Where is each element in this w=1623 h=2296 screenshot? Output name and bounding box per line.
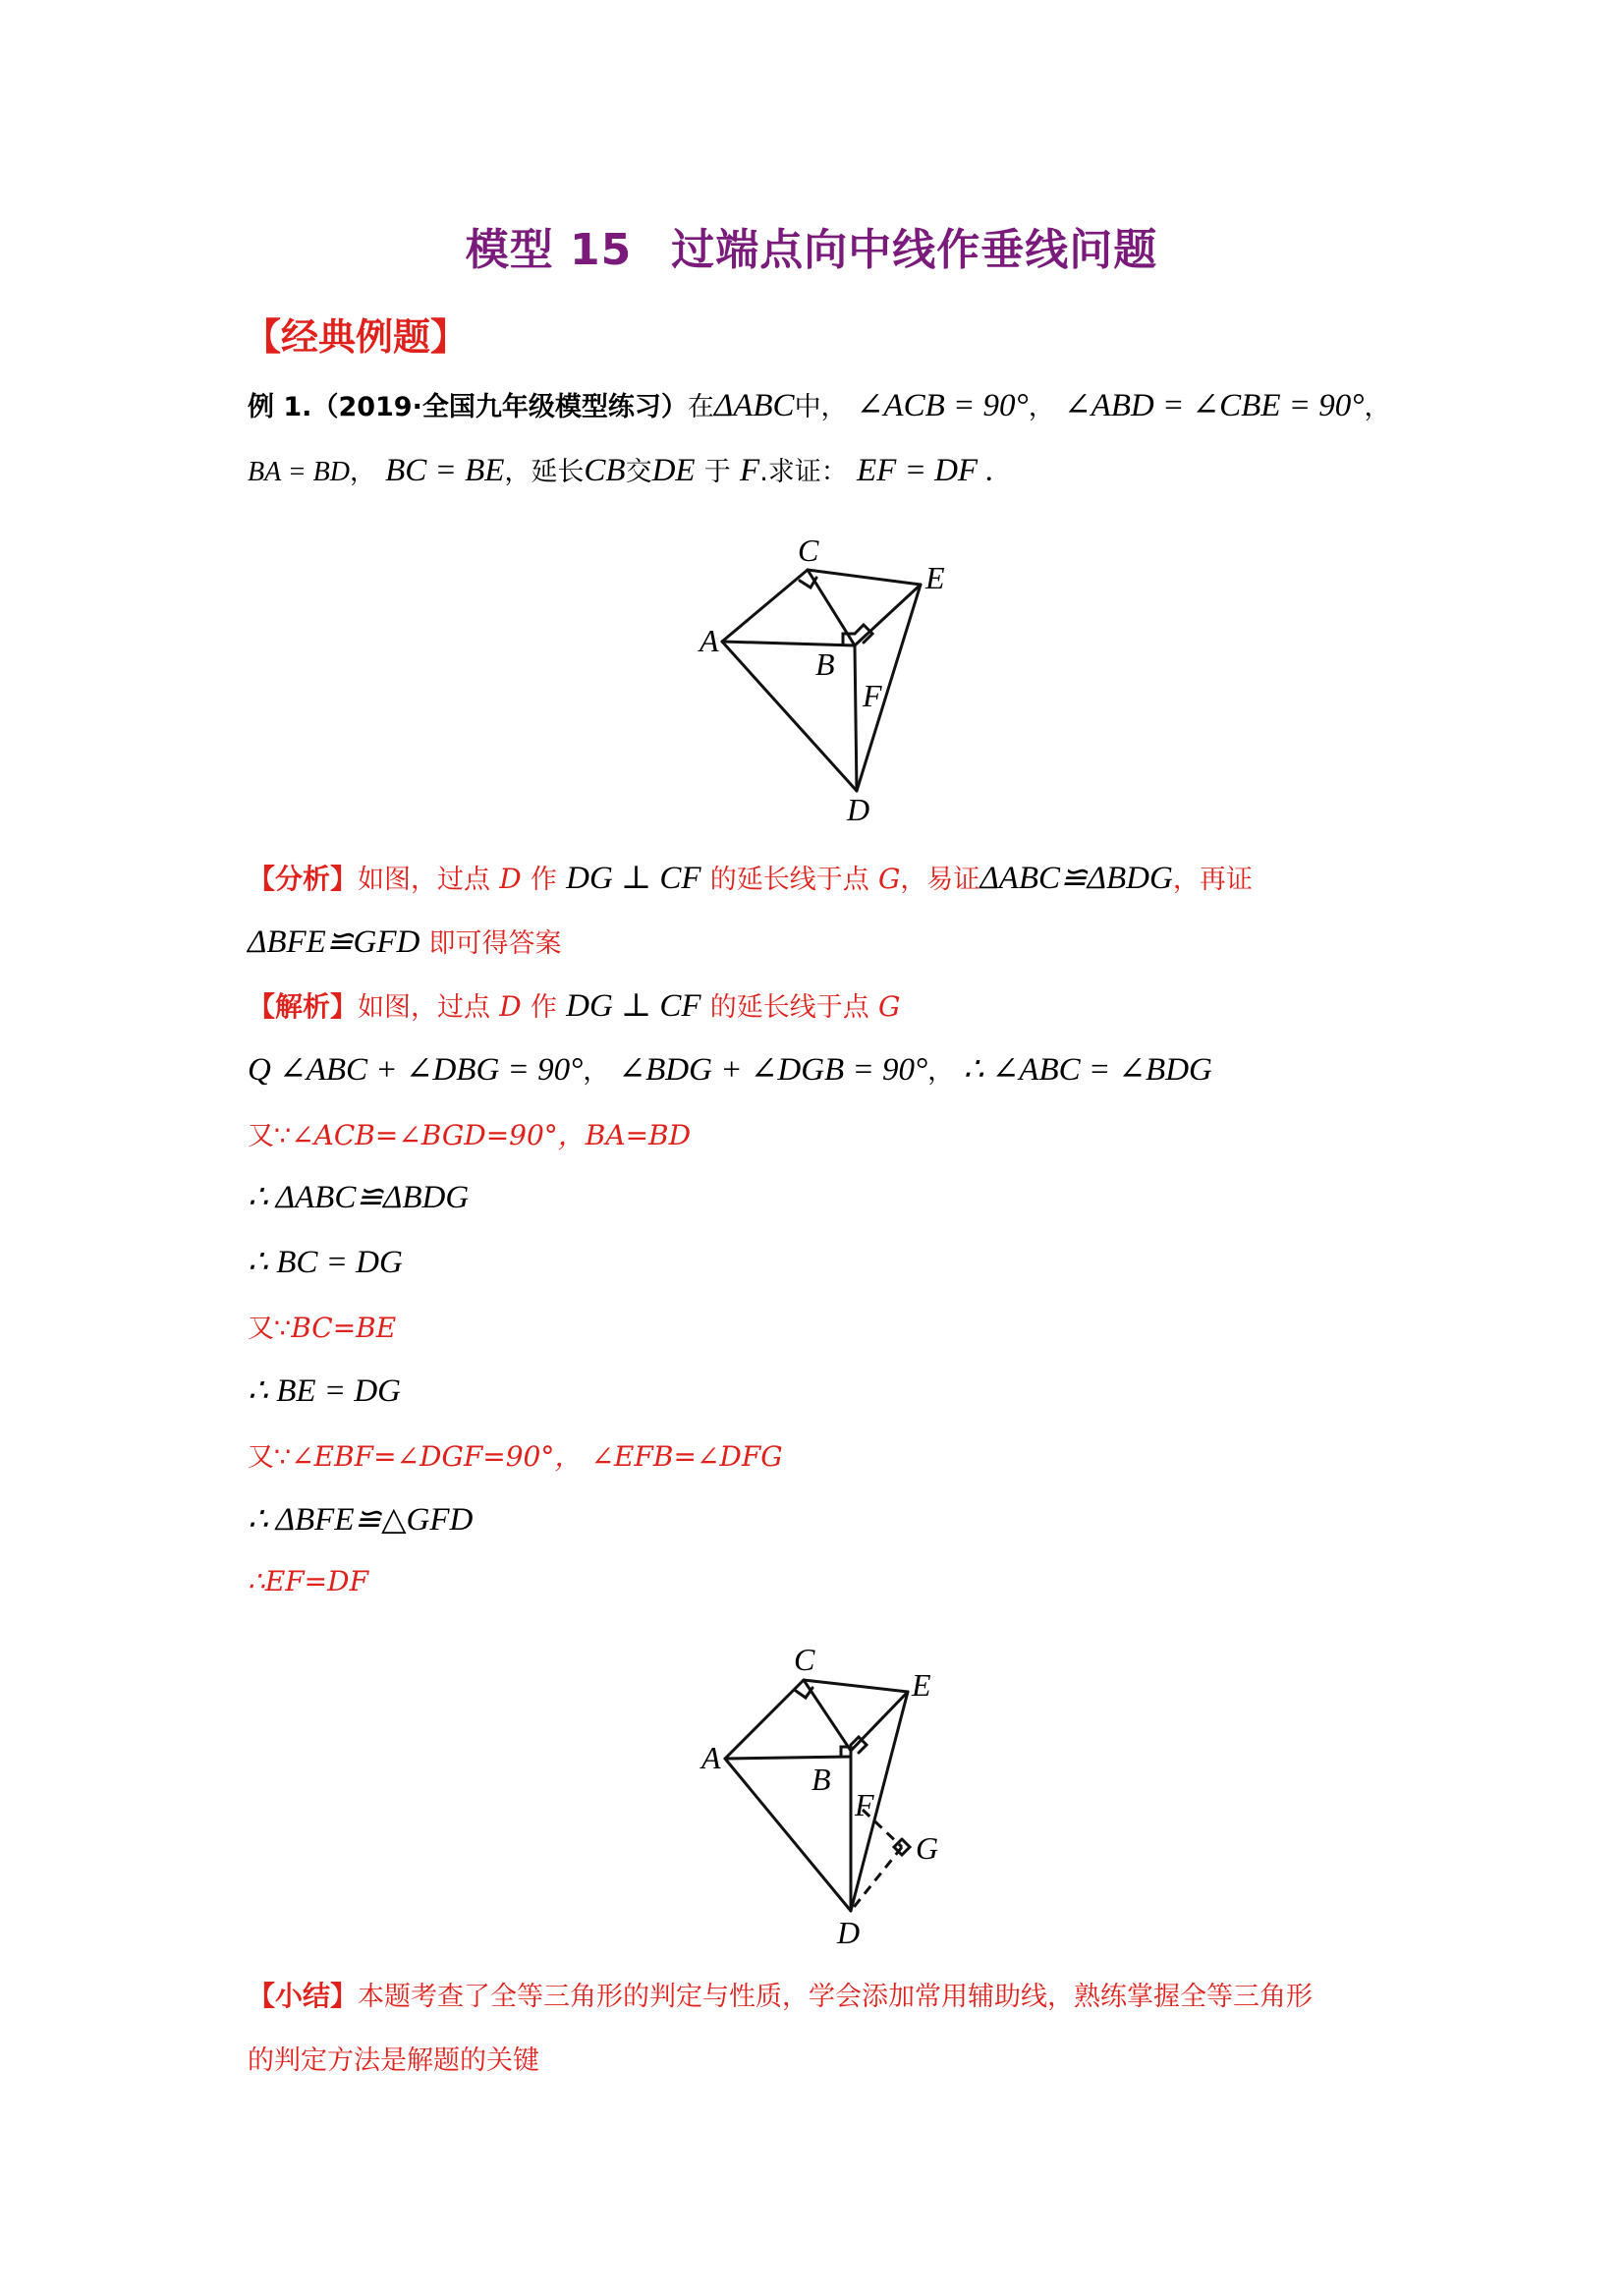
solution-line-1: 【解析】如图，过点 D 作 DG ⊥ CF 的延长线于点 G — [248, 988, 901, 1024]
example-line-1: 例 1.（2019·全国九年级模型练习）在ΔABC中， ∠ACB = 90°， ∠ABD = ∠CBE = 90°， — [248, 388, 1391, 423]
fig2-label-e: E — [912, 1667, 931, 1703]
solution-step-5: 又∵BC=BE — [248, 1312, 397, 1344]
page-title — [0, 214, 1623, 277]
analysis-line-2: ΔBFE≌GFD 即可得答案 — [248, 924, 562, 960]
example-line-2: BA = BD， BC = BE，延长CB交DE 于 F.求证： EF = DF . — [248, 453, 994, 488]
fig1-label-f: F — [863, 678, 882, 713]
title-model-number: 模型 15 — [465, 225, 633, 275]
fig2-label-a: A — [701, 1740, 721, 1775]
summary-line-1: 【小结】本题考查了全等三角形的判定与性质，学会添加常用辅助线，熟练掌握全等三角形 — [248, 1980, 1314, 2012]
summary-line-2: 的判定方法是解题的关键 — [248, 2045, 539, 2076]
section-header: 【经典例题】 — [244, 315, 469, 359]
analysis-label: 【分析】 — [248, 863, 359, 895]
fig2-label-b: B — [812, 1762, 831, 1797]
summary-label: 【小结】 — [248, 1980, 359, 2012]
fig1-label-b: B — [815, 646, 835, 682]
analysis-line-1: 【分析】如图，过点 D 作 DG ⊥ CF 的延长线于点 G，易证ΔABC≌ΔBDG，再证 — [248, 861, 1253, 896]
fig1-label-a: A — [700, 623, 719, 658]
title-topic: 过端点向中线作垂线问题 — [671, 225, 1158, 275]
solution-step-4: ∴ BC = DG — [248, 1245, 403, 1280]
fig2-label-f: F — [855, 1787, 874, 1822]
fig1-label-d: D — [847, 792, 870, 827]
solution-step-2: 又∵∠ACB=∠BGD=90°，BA=BD — [248, 1119, 692, 1151]
solution-step-9: ∴EF=DF — [248, 1565, 369, 1597]
solution-step-6: ∴ BE = DG — [248, 1373, 401, 1409]
fig2-label-g: G — [916, 1830, 939, 1866]
fig1-label-e: E — [925, 560, 945, 595]
solution-step-1: Q ∠ABC + ∠DBG = 90°， ∠BDG + ∠DGB = 90°， ∴ ∠ABC = ∠BDG — [248, 1052, 1212, 1088]
figure-2 — [688, 1631, 963, 1955]
fig2-label-d: D — [837, 1915, 861, 1950]
solution-label: 【解析】 — [248, 990, 359, 1023]
fig1-label-c: C — [798, 532, 819, 568]
example-label: 例 1.（2019·全国九年级模型练习） — [248, 392, 688, 422]
solution-step-7: 又∵∠EBF=∠DGF=90°， ∠EFB=∠DFG — [248, 1440, 783, 1473]
solution-step-3: ∴ ΔABC≌ΔBDG — [248, 1180, 470, 1215]
figure-1 — [688, 526, 963, 830]
fig2-label-c: C — [794, 1642, 815, 1677]
solution-step-8: ∴ ΔBFE≌△GFD — [248, 1502, 474, 1538]
